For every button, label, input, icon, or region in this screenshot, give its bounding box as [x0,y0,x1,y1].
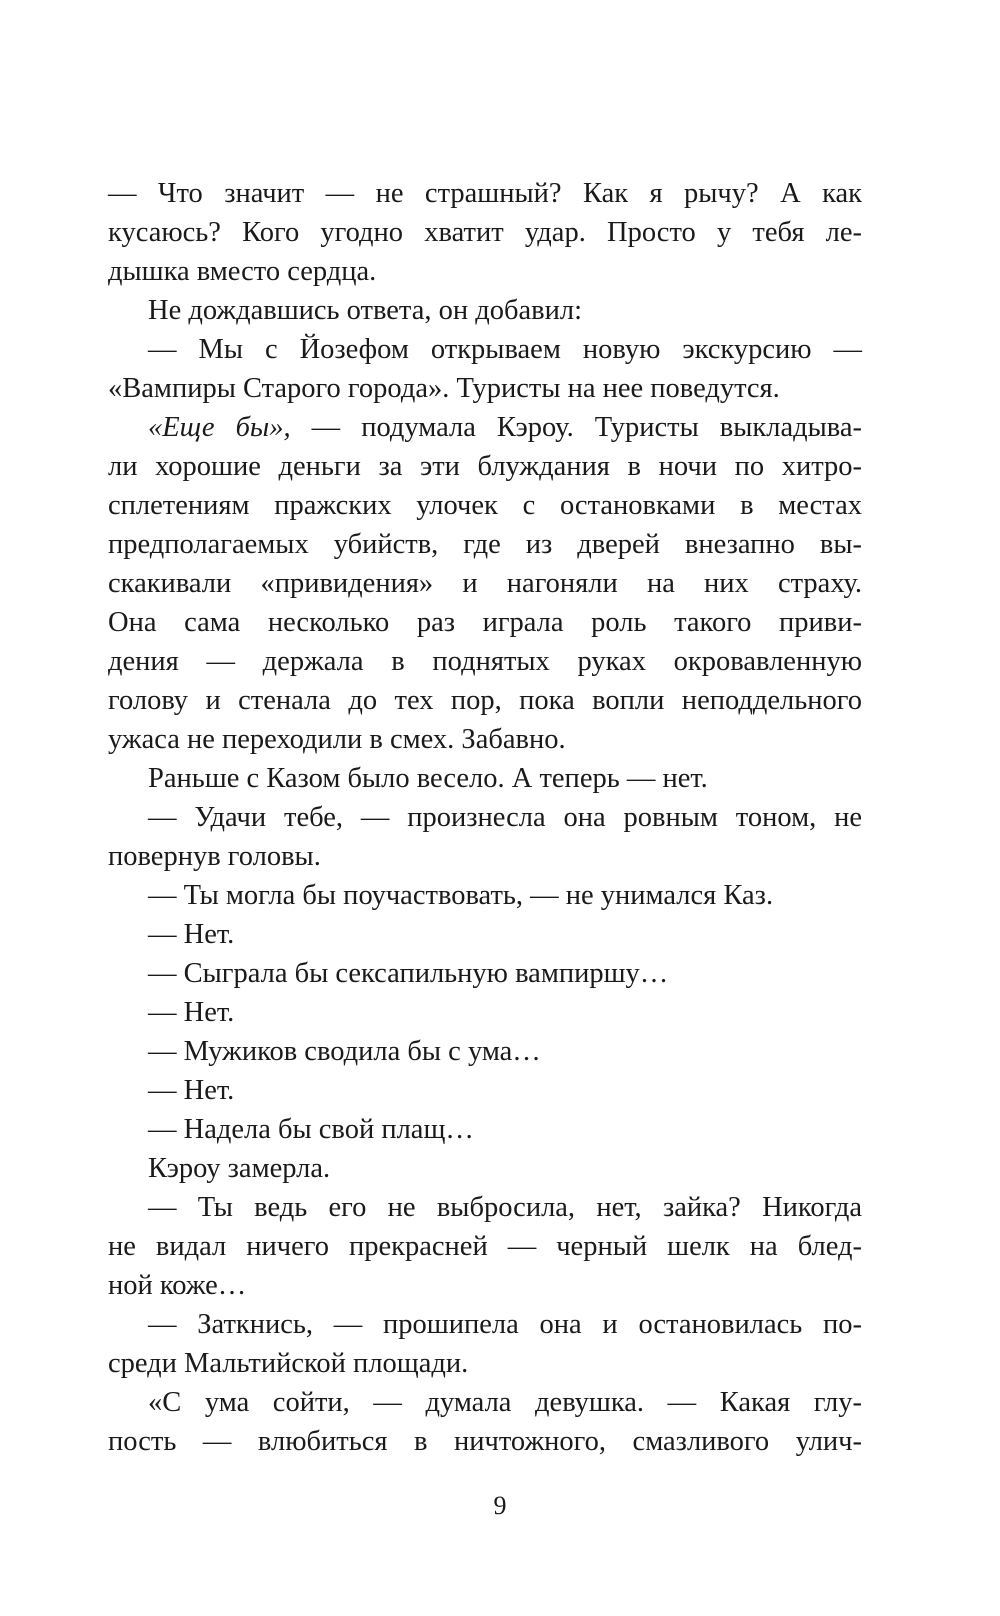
text-line: — Что значит — не страшный? Как я рычу? А как [108,178,862,209]
text-line: — Нет. [148,919,235,950]
text-line: Не дождавшись ответа, он добавил: [148,295,583,326]
text-line [108,408,862,447]
text-line: — Ты могла бы поучаствовать, — не унимался Каз. [148,880,774,911]
text-line: ли хорошие деньги за эти блуждания в ночи по хитро- [108,451,862,482]
text-line: среди Мальтийской площади. [108,1348,469,1379]
text-line: — Сыграла бы сексапильную вампиршу… [148,958,669,989]
text-line: — Удачи тебе, — произнесла она ровным тоном, не [148,802,862,833]
text-line: пость — влюбиться в ничтожного, смазливого улич- [108,1426,862,1457]
text-line: «С ума сойти, — думала девушка. — Какая глу- [148,1387,862,1418]
page-number: 9 [493,1491,507,1520]
text-line: ной коже… [108,1270,247,1301]
text-line: — Мы с Йозефом открываем новую экскурсию — [148,334,862,365]
text-line: — Нет. [148,1075,235,1106]
text-line: Кэроу замерла. [148,1153,331,1184]
text-line: Раньше с Казом было весело. А теперь — нет. [148,763,708,794]
text-line: Она сама несколько раз играла роль такого приви- [108,607,862,638]
text-line: сплетениям пражских улочек с остановками в местах [108,490,862,521]
text-line: голову и стенала до тех пор, пока вопли неподдельного [108,685,862,716]
line-rest: подумала Кэроу. Туристы выкладыва- [361,412,862,443]
text-line: не видал ничего прекрасней — черный шелк на блед- [108,1231,862,1262]
text-line: — Нет. [148,997,235,1028]
text-line: кусаюсь? Кого угодно хватит удар. Просто у тебя ле- [108,217,862,248]
text-line: скакивали «привидения» и нагоняли на них страху. [108,568,862,599]
text-line: — Заткнись, — прошипела она и остановилась по- [148,1309,862,1340]
text-line: — Ты ведь его не выбросила, нет, зайка? Никогда [148,1192,862,1223]
text-line: — Мужиков сводила бы с ума… [148,1036,541,1067]
text-line: предполагаемых убийств, где из дверей внезапно вы- [108,529,862,560]
text-line: дышка вместо сердца. [108,256,377,287]
book-page-text [108,174,862,1461]
text-line: — Надела бы свой плащ… [148,1114,474,1145]
text-line: ужаса не переходили в смех. Забавно. [108,724,566,755]
dash: — [311,412,341,443]
italic-phrase: «Еще бы», [148,412,291,443]
text-line: «Вампиры Старого города». Туристы на нее поведутся. [108,373,780,404]
text-line: повернув головы. [108,841,321,872]
text-line: дения — держала в поднятых руках окровавленную [108,646,862,677]
